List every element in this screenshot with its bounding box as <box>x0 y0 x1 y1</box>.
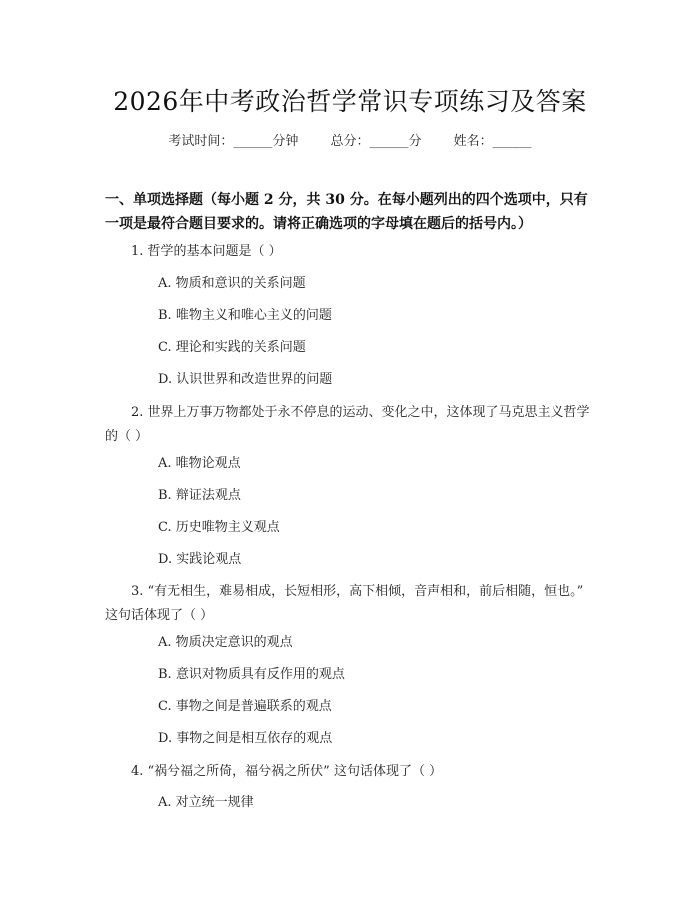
question-3-option-b: B. 意识对物质具有反作用的观点 <box>158 667 345 682</box>
question-2-option-c: C. 历史唯物主义观点 <box>158 520 280 535</box>
student-name-field: 姓名：______ <box>453 134 532 149</box>
question-1-option-d: D. 认识世界和改造世界的问题 <box>158 372 333 387</box>
question-2-option-b: B. 辩证法观点 <box>158 488 241 503</box>
question-1-option-b: B. 唯物主义和唯心主义的问题 <box>158 308 332 323</box>
question-4-stem: 4. “祸兮福之所倚，福兮祸之所伏” 这句话体现了（ ） <box>131 764 443 779</box>
question-1-option-c: C. 理论和实践的关系问题 <box>158 340 306 355</box>
question-2-option-d: D. 实践论观点 <box>158 552 242 567</box>
question-3-stem: 3. “有无相生，难易相成，长短相形，高下相倾，音声相和，前后相随，恒也。” 这句话体现了（ ） <box>105 584 584 623</box>
question-3-option-a: A. 物质决定意识的观点 <box>158 635 293 650</box>
question-4-option-a: A. 对立统一规律 <box>158 795 254 810</box>
question-3-option-c: C. 事物之间是普遍联系的观点 <box>158 699 332 714</box>
section-heading: 一、单项选择题（每小题 2 分，共 30 分。在每小题列出的四个选项中，只有一项是最符合题目要求的。请将正确选项的字母填在题后的括号内。） <box>105 192 588 232</box>
total-score-field: 总分：______分 <box>330 134 422 149</box>
question-1-stem: 1. 哲学的基本问题是（ ） <box>131 244 282 259</box>
exam-meta <box>0 130 700 149</box>
question-2-option-a: A. 唯物论观点 <box>158 456 241 471</box>
exam-time-field: 考试时间：______分钟 <box>168 134 299 149</box>
question-1-option-a: A. 物质和意识的关系问题 <box>158 276 306 291</box>
question-2-stem: 2. 世界上万事万物都处于永不停息的运动、变化之中，这体现了马克思主义哲学的（ ） <box>105 405 590 444</box>
page-title: 2026年中考政治哲学常识专项练习及答案 <box>113 87 587 116</box>
question-3-option-d: D. 事物之间是相互依存的观点 <box>158 731 333 746</box>
